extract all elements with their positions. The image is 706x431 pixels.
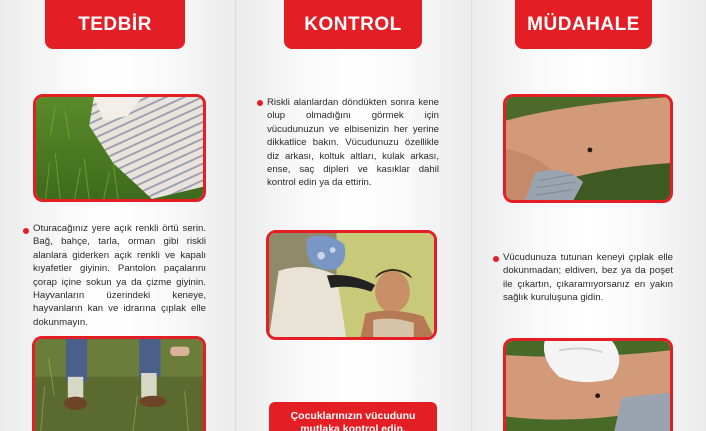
tedbir-title: TEDBİR [45, 0, 185, 49]
kontrol-bullet [257, 100, 263, 106]
tick-removal-photo [503, 338, 673, 431]
mudahale-title: MÜDAHALE [515, 0, 652, 49]
mudahale-text: Vücudunuza tutunan keneyi çıplak elle dokunmadan; eldiven, bez ya da poşet ile çıkartın, çıkaramıyorsanız en yakın sağlık kuruluşuna gidin. [503, 252, 673, 304]
tedbir-bullet [23, 228, 29, 234]
callout-line-2: mutlaka kontrol edin. [300, 423, 406, 431]
legs-in-grass-photo [32, 336, 206, 431]
kontrol-text: Riskli alanlardan döndükten sonra kene olup olmadığını görmek için vücudunuzun ve elbisenizin her yerine dikkatlice bakın. Vücudunuzu özellikle diz arkası, koltuk altları, kulak arkası, ense, saç dipleri ve kasıklar dahil kontrol edin ya da ettirin. [267, 97, 439, 189]
mudahale-bullet [493, 256, 499, 262]
column-divider [471, 0, 472, 431]
tick-on-arm-photo [503, 94, 673, 203]
tedbir-text: Oturacağınız yere açık renkli örtü serin. Bağ, bahçe, tarla, orman gibi riskli alanlara giderken açık renkli ve kapalı kıyafetler giyinin. Pantolon paçalarını çorap içine sokun ya da çizme giyinin. Hayvanların üzerindeki keneye, hayvanların kan ve idrarına çıplak elle dokunmayın. [33, 223, 206, 328]
tick-check-photo [266, 230, 437, 340]
column-kontrol [235, 0, 471, 431]
column-divider [235, 0, 236, 431]
children-check-callout [269, 402, 437, 431]
callout-line-1: Çocuklarınızın vücudunu [290, 410, 416, 422]
blanket-on-grass-photo [33, 94, 206, 202]
kontrol-title: KONTROL [284, 0, 422, 49]
